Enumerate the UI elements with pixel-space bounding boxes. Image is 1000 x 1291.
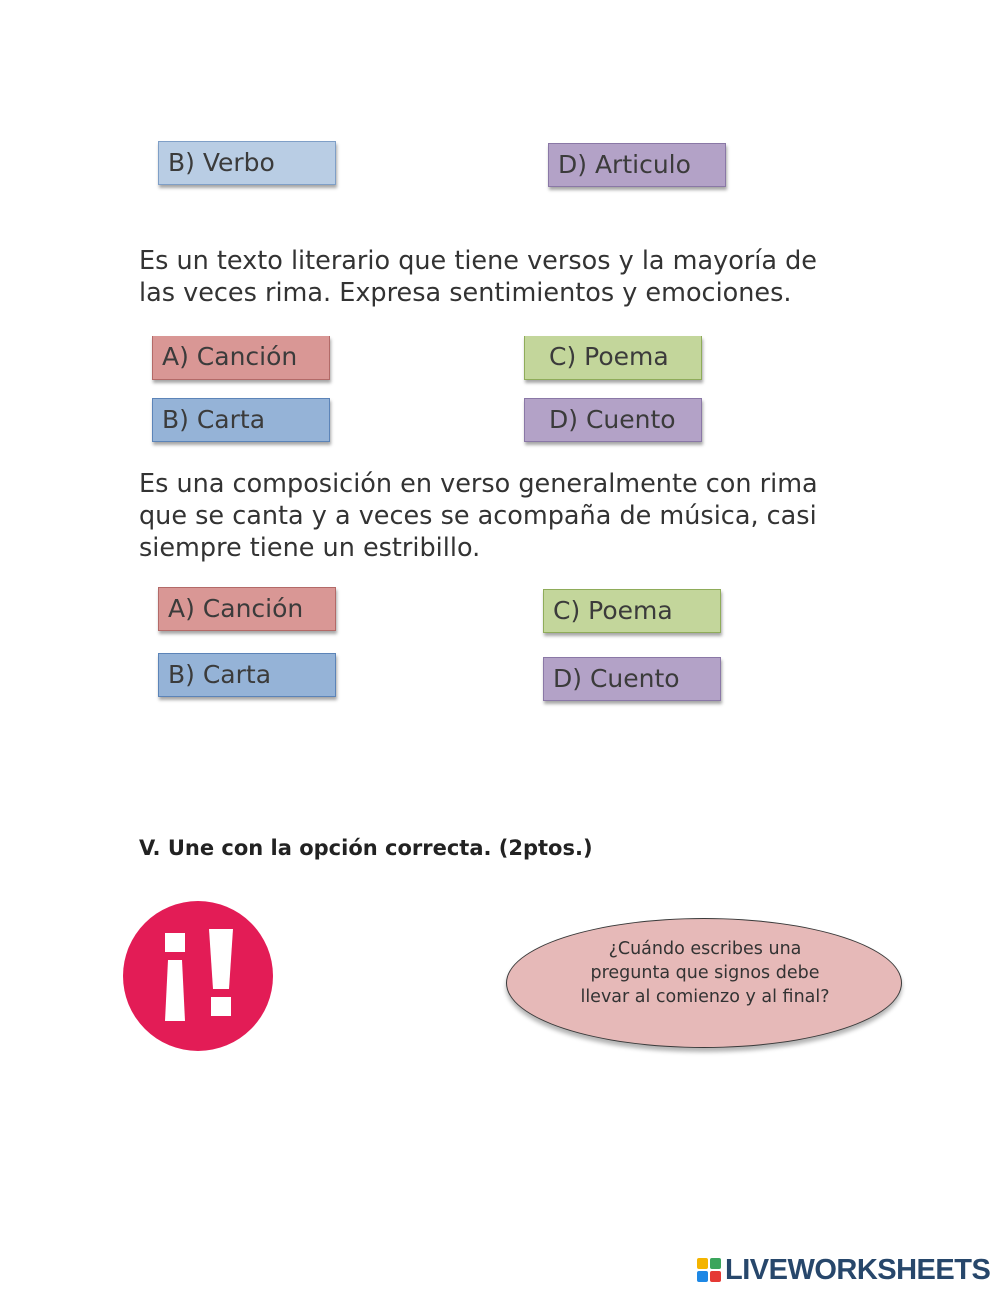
exclamation-marks-icon [123,901,273,1051]
exclamation-bar [209,929,233,989]
inverted-exclamation-bar [165,960,185,1021]
q3-option-a-cancion[interactable]: A) Canción [158,587,336,631]
liveworksheets-logo [697,1255,990,1285]
exclamation-dot [211,997,231,1016]
question-bubble[interactable] [506,918,902,1048]
q3-option-b-carta[interactable]: B) Carta [158,653,336,697]
q3-option-d-cuento[interactable]: D) Cuento [543,657,721,701]
option-d-articulo[interactable]: D) Articulo [548,143,726,187]
q3-option-c-poema[interactable]: C) Poema [543,589,721,633]
q2-option-d-cuento[interactable]: D) Cuento [524,398,702,442]
logo-blocks-icon [697,1258,721,1282]
q2-option-a-cancion[interactable]: A) Canción [152,336,330,380]
option-b-verbo[interactable]: B) Verbo [158,141,336,185]
question-cancion-text: Es una composición en verso generalmente con rima que se canta y a veces se acompaña de música, casi siempre tiene un estribillo. [139,469,818,563]
inverted-exclamation-dot [165,933,185,952]
question-poema-text: Es un texto literario que tiene versos y la mayoría de las veces rima. Expresa sentimientos y emociones. [139,246,817,308]
q2-option-b-carta[interactable]: B) Carta [152,398,330,442]
q2-option-c-poema[interactable]: C) Poema [524,336,702,380]
section-title: V. Une con la opción correcta. (2ptos.) [139,836,593,860]
exclamation-marks-card[interactable] [123,901,273,1051]
logo-text: LIVEWORKSHEETS [725,1254,991,1286]
bubble-question-text: ¿Cuándo escribes una pregunta que signos debe llevar al comienzo y al final? [580,939,830,1007]
